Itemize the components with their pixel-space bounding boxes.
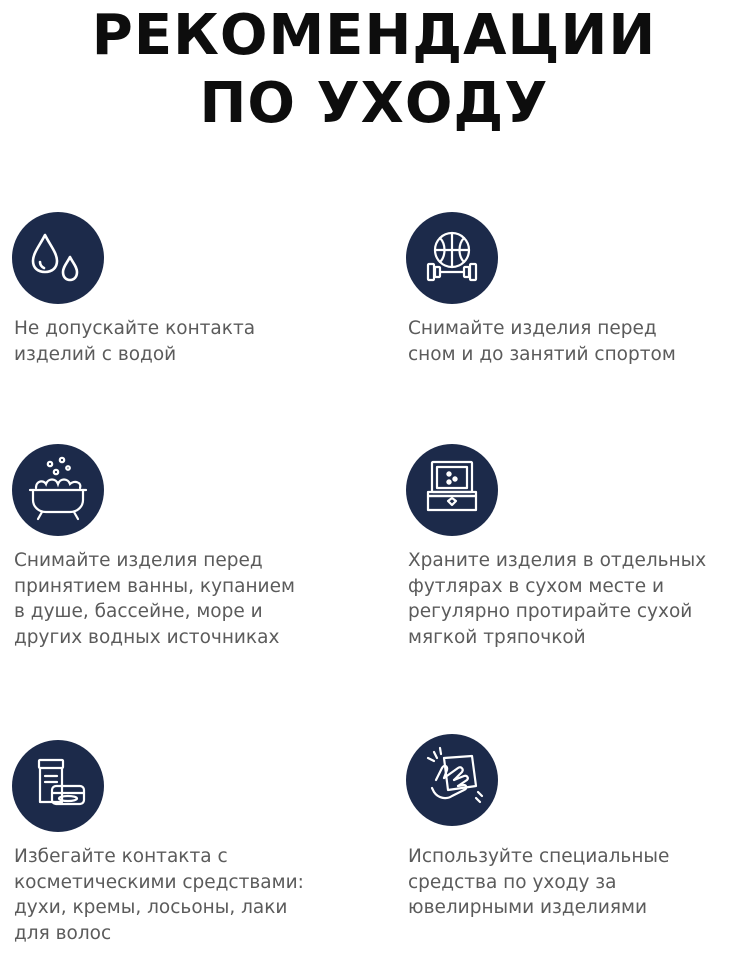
- jewelry-box-icon: [406, 444, 498, 536]
- bathtub-icon: [12, 444, 104, 536]
- tip-text: Храните изделия в отдельных футлярах в сухом месте и регулярно протирайте сухой мягкой тряпочкой: [408, 550, 707, 648]
- water-drops-icon: [12, 212, 104, 304]
- tip-text: Не допускайте контакта изделий с водой: [14, 318, 256, 365]
- tip-text: Снимайте изделия перед сном и до занятий спортом: [408, 318, 676, 365]
- tip-text: Используйте специальные средства по уходу за ювелирными изделиями: [408, 846, 670, 918]
- tip-text: Снимайте изделия перед принятием ванны, купанием в душе, бассейне, море и других водных источниках: [14, 550, 295, 648]
- page-title-line-2: ПО УХОДУ: [199, 71, 549, 136]
- sport-ball-dumbbell-icon: [406, 212, 498, 304]
- page-title-line-1: РЕКОМЕНДАЦИИ: [91, 3, 657, 68]
- tip-text: Избегайте контакта с косметическими средствами: духи, кремы, лосьоны, лаки для волос: [14, 846, 304, 944]
- cleaning-hand-cloth-icon: [406, 734, 498, 826]
- cosmetics-jars-icon: [12, 740, 104, 832]
